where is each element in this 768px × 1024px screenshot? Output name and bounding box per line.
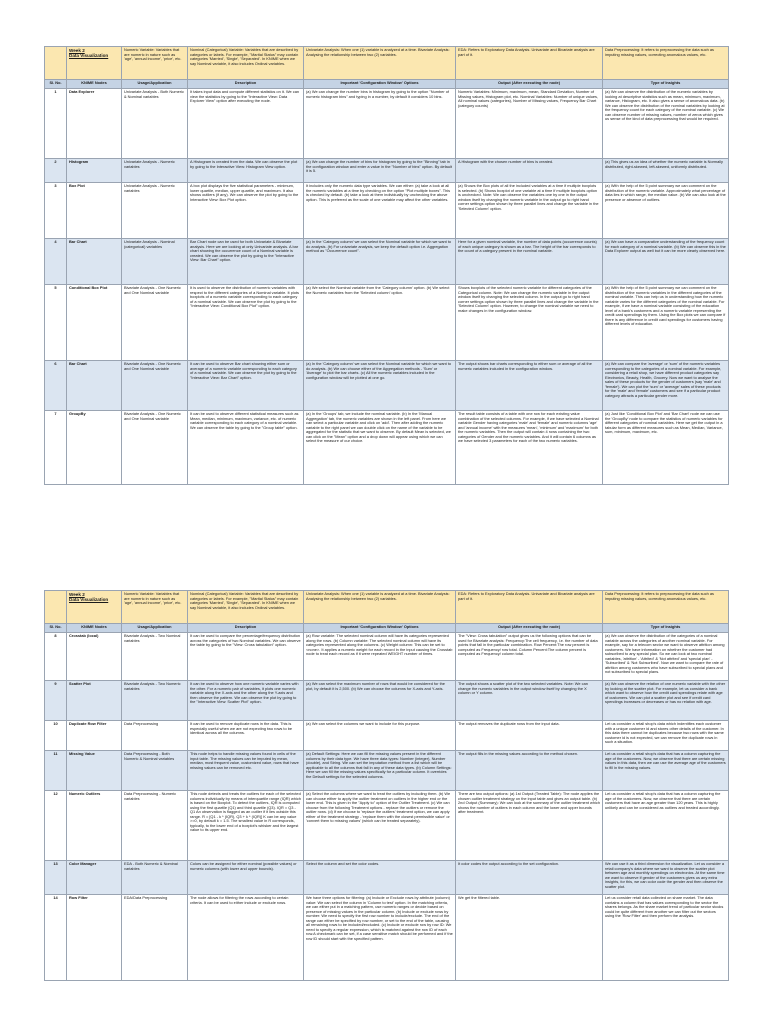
row-usage: Bivariate Analysis - Two Numeric variables bbox=[122, 681, 188, 721]
topic-label: Data Visualization bbox=[69, 53, 109, 58]
row-description: This node detects and treats the outliers for each of the selected columns individually by means of interquartile range (IQR) which is based on the Boxplot. To detect the outliers, IQR is computed using the first quartile (Q1) and third quartile (Q3). IQR = Q3 - Q1 An observation is flagged as an outlier if it lies outside this range. R = [Q1 - k * (IQR), Q3 + k * (IQR)] K can be any value >=0, by default k = 1.5. The smallest value in R corresponds, typically, to the lower end of a boxplot's whisker and the largest value to its upper end. bbox=[188, 791, 304, 861]
row-output: We get the filtered table. bbox=[456, 895, 603, 981]
topic-label: Data Visualization bbox=[69, 597, 109, 602]
row-knime-node: Bar Chart bbox=[67, 361, 122, 411]
row-sl-no: 10 bbox=[45, 721, 67, 751]
row-usage: Univariate Analysis - Numeric variables bbox=[122, 183, 188, 239]
row-sl-no: 1 bbox=[45, 89, 67, 159]
row-knime-node: Crosstab (local) bbox=[67, 633, 122, 681]
row-usage: Data Preprocessing bbox=[122, 721, 188, 751]
row-usage: Univariate Analysis - Numeric variables bbox=[122, 159, 188, 183]
row-usage: Data Preprocessing - Numeric variables bbox=[122, 791, 188, 861]
table-row bbox=[45, 681, 729, 721]
row-usage: Bivariate Analysis - One Numeric and One Nominal variable bbox=[122, 411, 188, 485]
row-config-options: (a) Select the columns where we want to treat the outliers by including them. (b) We can choose either to apply the outlier treatment on outliers in the higher end or the lower end. This is given in the "Apply to" option of the Outlier Treatment. (c) We can choose from the following Treatment options - replace the outliers or remove the outlier rows. (d) If we choose to 'replace the outliers' treatment option, we can apply either of the treatment strategy - 'replace them with the closest permissible value' or 'convert them to missing values' (which can be treated separately). bbox=[304, 791, 456, 861]
row-config-options: (a) Row variable: The selected nominal column will have its categories represented along the rows. (b) Column variable: The selected nominal column will have its categories represented along the columns. (c) Weight column: This can be set to <none>. It applies a numeric weight for each record in the input causing the Crosstab node to treat each record as if it were repeated WEIGHT number of times. bbox=[304, 633, 456, 681]
row-knime-node: Data Explorer bbox=[67, 89, 122, 159]
row-insights: Let us consider a retail shop's data which indentifies each customer with a unique customer id and stores other details of the customer. In this data there cannot be duplicates because two rows with the same customer id is not expected, we can remove the duplicate rows in such a situation. bbox=[603, 721, 729, 751]
row-description: It is used to observe the distribution of numeric variables with respect to the different categories of a Nominal variable. It plots boxplots of a numeric variable corresponding to each category of a nominal variable. We can observe the plot by going to the "Interactive View: Conditional Box Plot" option. bbox=[188, 285, 304, 361]
header-sl: Sl. No. bbox=[45, 80, 67, 89]
row-config-options: (a) In the 'Category column' we can select the Nominal variable for which we want to do analysis. (b) For univariate analysis, we keep the default option i.e. Aggregation method as "Occurrence count". bbox=[304, 239, 456, 285]
row-output: The result table consists of a table with one row for each existing value combination of the selected columns. For example, if we have selected a Nominal variable Gender having categories 'male' and 'female' and numeric columns 'age' and 'annual income' with the measures 'mean', 'minimum' and 'maximum' for both the numeric variables. Then the output will contain 4 rows containing the two categories of Gender and the numeric variables. And it will contain 6 columns as we have selected 3 parameters for each of the two numeric variables. bbox=[456, 411, 603, 485]
table-row bbox=[45, 721, 729, 751]
legend-eda: EDA: Refers to Exploratory Data Analysis. Univariate and Bivariate analysis are part of it. bbox=[456, 591, 603, 624]
table-row bbox=[45, 791, 729, 861]
row-insights: Let us consider a retail shop's data that has a column capturing the age of the customers. Now, we observe that there are certain missing values in this data, then we can use the average age of the customers to fill in the missing values. bbox=[603, 751, 729, 791]
sheet-page-1 bbox=[44, 46, 728, 485]
row-insights: Let us consider retail data collected on share market. The data contains a column that has values corresponding to the sector the shares belongs. As the share market trend of particular sector stocks could be quite different from another we can filter out the sectors using the 'Row Filter' and then perform the analysis. bbox=[603, 895, 729, 981]
row-usage: Univariate Analysis - Nominal (categorical) variables bbox=[122, 239, 188, 285]
row-sl-no: 14 bbox=[45, 895, 67, 981]
row-description: It can be used to observe Bar chart showing either sum or average of a numeric variable corresponding to each category of a nominal variable. We can observe the plot by going to the "Interactive View: Bar Chart" option. bbox=[188, 361, 304, 411]
legend-empty bbox=[45, 591, 67, 624]
row-description: It can be used to observe how one numeric variable varies with the other. For a numeric pair of variables, it plots one numeric variable along the X-axis and the other along the Y-axis and then observe the pattern. We can observe the plot by going to the "Interactive View: Scatter Plot" option. bbox=[188, 681, 304, 721]
row-knime-node: Numeric Outliers bbox=[67, 791, 122, 861]
row-description: It can be used to compare the percentage/frequency distribution across the categories of two Nominal variables. We can observe the table by going to the "View: Cross tabulation" option. bbox=[188, 633, 304, 681]
table-row bbox=[45, 411, 729, 485]
week-label: Week 2 bbox=[69, 48, 85, 53]
table-body-1 bbox=[45, 89, 729, 485]
header-description: Description bbox=[188, 80, 304, 89]
row-output: The output fills in the missing values according to the method chosen. bbox=[456, 751, 603, 791]
header-insights: Type of Insights bbox=[603, 80, 729, 89]
row-insights: (a) With the help of the 5 point summary we can comment on the distribution of the numeric variables in the different categories of the nominal variable. This can help us in understanding how the numeric variable varies for the different categories of the nominal variable. For example, if we have a nominal variable consisting of the education level of a bank's customers and a numeric variable representing the credit card spendings by them. Using the Box plots we can compare if there is any difference in credit card spendings for customers having different levels of education. bbox=[603, 285, 729, 361]
row-sl-no: 8 bbox=[45, 633, 67, 681]
row-insights: (a) We can observe the distribution of the numeric variables by looking at descriptive statistics such as mean, minimum, maximum, variance, Histogram, etc. It also gives a sense of anomalous data. (b) We can observe the distribution of the nominal variables by looking at the frequency count for each category of the nominal variable. (c) We can observe number of missing values, number of zeros which gives us sense of the kind of data preprocessing that would be required. bbox=[603, 89, 729, 159]
row-insights: We can use it as a third dimension for visualization. Let us consider a retail company's data where we want to observe the scatter plot between age and monthly spendings on electronics. At the same time we want to observe if gender of the customers gives us any extra insights, for this, we can color code the gender and then observe the scatter plot. bbox=[603, 861, 729, 895]
row-knime-node: Scatter Plot bbox=[67, 681, 122, 721]
row-output: The output shows bar charts corresponding to either sum or average of all the numeric variables included in the configuration window. bbox=[456, 361, 603, 411]
row-output: There are two output options: (a) 1st Output (Treated Table): The node applies the chosen outlier treatment strategy on the input table and gives an output table. (b) 2nd Output (Summary): We can look at the summary of the outlier treatment which shows the number of outliers in each column and the lower and upper bounds after treatment. bbox=[456, 791, 603, 861]
row-insights: (a) We can observe the distribution of the categories of a nominal variable across the categories of another nominal variable. For example, say for a telecom sector we want to observe attrition among customers. We have information on whether the customer had subscribed to any special plan. So we can look at two nominal variables, 'attrition' - 'Attrited' & 'Not attrited' and 'special plan' - 'Subscribed' & 'Not Subscribed'. Now we want to compare the rate of attrition among customers who have subscribed to special plans and not subscribed to special plans. bbox=[603, 633, 729, 681]
row-usage: EDA - Both Numeric & Nominal variables bbox=[122, 861, 188, 895]
row-usage: EDA/Data Preprocessing bbox=[122, 895, 188, 981]
row-description: A box plot displays the five statistical parameters - minimum, lower quartile, median, upper quartile, and maximum. It also shows outliers (if any). We can observe the plot by going to the Interactive View: Box Plot option. bbox=[188, 183, 304, 239]
row-output: The output removes the duplicate rows from the input data. bbox=[456, 721, 603, 751]
table-row bbox=[45, 183, 729, 239]
legend-empty bbox=[45, 47, 67, 80]
row-sl-no: 11 bbox=[45, 751, 67, 791]
table-row bbox=[45, 159, 729, 183]
legend-numeric: Numeric Variable: Variables that are numeric in nature such as 'age', 'annual income', 'price', etc. bbox=[122, 47, 188, 80]
row-description: It takes input data and compute different statistics on it. We can view the statistics by going to the "Interactive View: Data Explorer View" option after executing the node. bbox=[188, 89, 304, 159]
row-output: Here for a given nominal variable, the number of data points (occurrence counts) of each unique category is shown as a bar. The height of the bar corresponds to the count of a category present in the nominal variable. bbox=[456, 239, 603, 285]
table-row bbox=[45, 633, 729, 681]
row-knime-node: Box Plot bbox=[67, 183, 122, 239]
row-output: The output shows a scatter plot of the two selected variables. Note: We can change the numeric variables in the output window itself by changing the X column or Y column. bbox=[456, 681, 603, 721]
row-description: Colors can be assigned for either nominal (possible values) or numeric columns (with lower and upper bounds). bbox=[188, 861, 304, 895]
row-sl-no: 6 bbox=[45, 361, 67, 411]
header-row bbox=[45, 624, 729, 633]
row-description: Bar Chart node can be used for both Univariate & Bivariate analysis. Here we are looking at only Univariate analysis. A bar chart showing the occurrence count of a Nominal variable is created. We can observe the plot by going to the "Interactive View: Bar Chart" option. bbox=[188, 239, 304, 285]
header-output: Output (After executing the node) bbox=[456, 80, 603, 89]
row-description: This node helps to handle missing values found in cells of the input table. The missing values can be imputed by mean, median, most frequent value, customized value, rows that have missing values can be removed etc. bbox=[188, 751, 304, 791]
legend-row bbox=[45, 47, 729, 80]
table-row bbox=[45, 861, 729, 895]
legend-univariate: Univariate Analysis: When one (1) variable is analyzed at a time. Bivariate Analysis: Analysing the relationship between two (2) variables. bbox=[304, 591, 456, 624]
row-sl-no: 12 bbox=[45, 791, 67, 861]
header-insights: Type of Insights bbox=[603, 624, 729, 633]
row-knime-node: Row Filter bbox=[67, 895, 122, 981]
row-usage: Bivariate Analysis - Two Nominal variables bbox=[122, 633, 188, 681]
row-config-options: (a) Default Settings: Here we can fill the missing values present in the different columns by their data type. We have three data types: Number (integer), Number (double), and String. We can set the imputation method from a list which will be applicable to all the columns that fall in any of these data types. (b) Column Settings: Here we can fill the missing values specifically for a particular column. It overrides the Default settings for the selected columns. bbox=[304, 751, 456, 791]
row-output: Numeric Variables: Minimum, maximum, mean, Standard Deviation, Number of Missing values, Histogram plot, etc. Nominal Variables: Number of unique values, All nominal values (categories), Number of Missing values, Frequency Bar Chart (category counts) bbox=[456, 89, 603, 159]
row-sl-no: 13 bbox=[45, 861, 67, 895]
row-knime-node: Color Manager bbox=[67, 861, 122, 895]
header-config: Important 'Configuration Window' Options bbox=[304, 624, 456, 633]
row-sl-no: 5 bbox=[45, 285, 67, 361]
row-insights: (a) We can compare the 'average' or 'sum' of the numeric variables corresponding to the categories of a nominal variable. For example, considering a retail shop, we have different product categories say Electronics, Beauty, Health, Grocery. Now we want to analyse the sales of these products for the gender of customers (say 'male' and 'female'). We can plot the 'sum' or 'average' sales of these products for the 'male' and 'female' customers and see if a particular product category attracts a particular gender more. bbox=[603, 361, 729, 411]
legend-week bbox=[67, 591, 122, 624]
row-usage: Bivariate Analysis - One Numeric and One Nominal variable bbox=[122, 361, 188, 411]
table-row bbox=[45, 751, 729, 791]
header-config: Important 'Configuration Window' Options bbox=[304, 80, 456, 89]
header-description: Description bbox=[188, 624, 304, 633]
legend-row bbox=[45, 591, 729, 624]
row-config-options: (a) We select the Nominal variable from the 'Category column' option. (b) We select the Numeric variables from the 'Selected column' option. bbox=[304, 285, 456, 361]
table-row bbox=[45, 285, 729, 361]
sheet-page-2 bbox=[44, 590, 728, 981]
row-usage: Bivariate Analysis - One Numeric and One Nominal variable bbox=[122, 285, 188, 361]
row-insights: (a) We can have a comparative understanding of the frequency count for each category of a nominal variable. (b) We can observe this in the Data Explorer output as well but it can be more clearly observed here. bbox=[603, 239, 729, 285]
row-output: The "View: Cross tabulation" output gives us the following options that can be used for Bivariate analysis: Frequency:The cell frequency, i.e. the number of data points that fall in the particular combination. Row Percent:The row percent is computed as Frequency/ row total. Column Percent:The column percent is computed as Frequency/ column total. bbox=[456, 633, 603, 681]
table-row bbox=[45, 361, 729, 411]
header-usage: Usage/Application bbox=[122, 624, 188, 633]
table-body-2 bbox=[45, 633, 729, 981]
row-config-options: (a) We can change the number of bins for histogram by going to the "Binning" tab in the configuration window and enter a value in the "Number of bins" option. By default it is 5. bbox=[304, 159, 456, 183]
row-insights: (a) We can observe the relation of one numeric variable with the other by looking at the scatter plot. For example, let us consider a bank which want to observe how the credit card spendings relate with age of customers. We can plot a scatter plot and see if credit card spendings increases or decreases or has no relation with age. bbox=[603, 681, 729, 721]
header-output: Output (After executing the node) bbox=[456, 624, 603, 633]
table-row bbox=[45, 89, 729, 159]
row-insights: (a) This gives us an idea of whether the numeric variable is Normally distributed, right-skewed, left-skewed, uniformly distributed. bbox=[603, 159, 729, 183]
row-output: It color codes the output according to the set configuration. bbox=[456, 861, 603, 895]
legend-numeric: Numeric Variable: Variables that are numeric in nature such as 'age', 'annual income', 'price', etc. bbox=[122, 591, 188, 624]
week-label: Week 2 bbox=[69, 592, 85, 597]
legend-nominal: Nominal (Categorical) Variable: Variables that are described by categories or labels. For example, "Marital Status" may contain categories 'Married', 'Single', 'Separated'. In KNIME when we say Nominal variable, it also includes Ordinal variables. bbox=[188, 47, 304, 80]
row-config-options: It includes only the numeric data type variables. We can either: (a) take a look at all the numeric variables at a time by checking on the option "Plot multiple boxes". This is checked by default. (b) take a look at them individually by unchecking the above option. This is preferred as the scale of one variable may affect the other variables. bbox=[304, 183, 456, 239]
row-config-options: (a) In the 'Groups' tab, we include the nominal variable. (b) In the 'Manual Aggregation' tab, the numeric variables are shown in the left panel. From here we can select a particular variable and click on 'add'. Then after adding the numeric variable to the right panel we can double click on the name of the variable to be aggregated for the statistic that we want to observe. By default Mean is selected, we can click on the "Mean" option and a drop down will appear using which we can select the measure of our choice. bbox=[304, 411, 456, 485]
legend-nominal: Nominal (Categorical) Variable: Variables that are described by categories or labels. For example, "Marital Status" may contain categories 'Married', 'Single', 'Separated'. In KNIME when we say Nominal variable, it also includes Ordinal variables. bbox=[188, 591, 304, 624]
knime-table-2 bbox=[44, 590, 729, 981]
row-knime-node: Conditional Box Plot bbox=[67, 285, 122, 361]
row-usage: Data Preprocessing - Both Numeric & Nominal variables bbox=[122, 751, 188, 791]
row-insights: (a) Just like 'Conditional Box Plot' and 'Bar Chart' node we can use the 'GroupBy' node to compare the statistics of numeric variables for different categories of nominal variables. Here we get the output in a tabular form as different measures such as Mean, Median, Variance, sum, minimum, maximum, etc. bbox=[603, 411, 729, 485]
row-config-options: Select the column and set the color codes. bbox=[304, 861, 456, 895]
row-description: It can be used to observe different statistical measures such as Mean, median, minimum, maximum, variance, etc. of numeric variable corresponding to each category of a nominal variable. We can observe the table by going to the "Group table" option. bbox=[188, 411, 304, 485]
legend-preprocessing: Data Preprocessing: It refers to preprocessing the data such as imputing missing values, correcting anomalous values, etc. bbox=[603, 47, 729, 80]
row-output: A Histogram with the chosen number of bins is created. bbox=[456, 159, 603, 183]
row-sl-no: 3 bbox=[45, 183, 67, 239]
row-sl-no: 9 bbox=[45, 681, 67, 721]
header-sl: Sl. No. bbox=[45, 624, 67, 633]
header-node: KNIME Nodes bbox=[67, 624, 122, 633]
row-usage: Univariate Analysis - Both Numeric & Nominal variables bbox=[122, 89, 188, 159]
row-knime-node: Bar Chart bbox=[67, 239, 122, 285]
row-insights: Let us consider a retail shop's data that has a column capturing the age of the customers. Now, we observe that there are certain customers that have an age greater than 120 years. This is highly unlikely and can be considered as outliers and treated accordingly. bbox=[603, 791, 729, 861]
row-output: Shows boxplots of the selected numeric variable for different categories of the Categorical column. Note: We can change the numeric variable in the output window itself by changing the selected column. In the output go to right hand corner settings option shown by three parallel lines and change the variable in the 'Selected Column' option. However, to change the nominal variable we need to make changes in the configuration window. bbox=[456, 285, 603, 361]
header-usage: Usage/Application bbox=[122, 80, 188, 89]
row-knime-node: Histogram bbox=[67, 159, 122, 183]
table-row bbox=[45, 895, 729, 981]
legend-week bbox=[67, 47, 122, 80]
header-node: KNIME Nodes bbox=[67, 80, 122, 89]
row-insights: (a) With the help of the 5 point summary we can comment on the distribution of the numeric variable. Approximately what percentage of data lies in which range, the median value. (b) We can also look at the presence or absence of outliers. bbox=[603, 183, 729, 239]
row-description: The node allows for filtering the rows according to certain criteria. It can be used to either include or exclude rows. bbox=[188, 895, 304, 981]
legend-eda: EDA: Refers to Exploratory Data Analysis. Univariate and Bivariate analysis are part of it. bbox=[456, 47, 603, 80]
header-row bbox=[45, 80, 729, 89]
knime-table-1 bbox=[44, 46, 729, 485]
row-knime-node: Missing Value bbox=[67, 751, 122, 791]
legend-univariate: Univariate Analysis: When one (1) variable is analyzed at a time. Bivariate Analysis: Analysing the relationship between two (2) variables. bbox=[304, 47, 456, 80]
row-sl-no: 7 bbox=[45, 411, 67, 485]
row-sl-no: 4 bbox=[45, 239, 67, 285]
row-config-options: We have three options for filtering: (a) Include or Exclude rows by attribute (column) value: We can select the column in 'Column to test' option. In the matching criteria, we can either put in a matching pattern, use numeric ranges or decide based on presence of missing values in the particular column. (b) Include or exclude rows by number: We need to specify the first row number to include/exclude. The end of the range can either be specified by row number, or set to the end of the table, causing all remaining rows to be included/excluded. (c) Include or exclude row by row ID: We need to specify a regular expression, which is matched against the row ID of each row.A checkmark can be set, if a case sensitive match should be performed and if the row ID should start with the specified pattern. bbox=[304, 895, 456, 981]
row-config-options: (a) In the 'Category column' we can select the Nominal variable for which we want to do analysis. (b) We can choose either of the Aggregation methods - 'Sum' or 'Average' to plot the bar charts. (c) All the numeric variables included in the configuration window will be plotted at one go. bbox=[304, 361, 456, 411]
row-config-options: (a) We can change the number bins in histogram by going to the option "Number of numeric histogram bins" and typing in a number, by default it considers 10 bins. bbox=[304, 89, 456, 159]
row-knime-node: GroupBy bbox=[67, 411, 122, 485]
row-knime-node: Duplicate Row Filter bbox=[67, 721, 122, 751]
row-description: It can be used to remove duplicate rows in the data. This is especially useful when we are not expecting two rows to be identical across all the columns. bbox=[188, 721, 304, 751]
row-description: A Histogram is created from the data. We can observe the plot by going to the Interactive View: Histogram View option. bbox=[188, 159, 304, 183]
row-config-options: (a) We can select the columns we want to include for this purpose. bbox=[304, 721, 456, 751]
row-output: (a) Shows the Box plots of all the included variables at a time if multiple boxplots is selected. (b) Shows boxplot of one variable at a time if multiple boxplots option is unchecked. Note: We can observe the variables one by one in the output window itself by changing the numeric variable in the output go to right hand corner settings option shown by three parallel lines and change the variable in the 'Selected Column' option. bbox=[456, 183, 603, 239]
legend-preprocessing: Data Preprocessing: It refers to preprocessing the data such as imputing missing values, correcting anomalous values, etc. bbox=[603, 591, 729, 624]
table-row bbox=[45, 239, 729, 285]
row-sl-no: 2 bbox=[45, 159, 67, 183]
row-config-options: (a) We can select the maximum number of rows that would be considered for the plot, by default it is 2,500. (b) We can choose the columns for X-axis and Y-axis. bbox=[304, 681, 456, 721]
